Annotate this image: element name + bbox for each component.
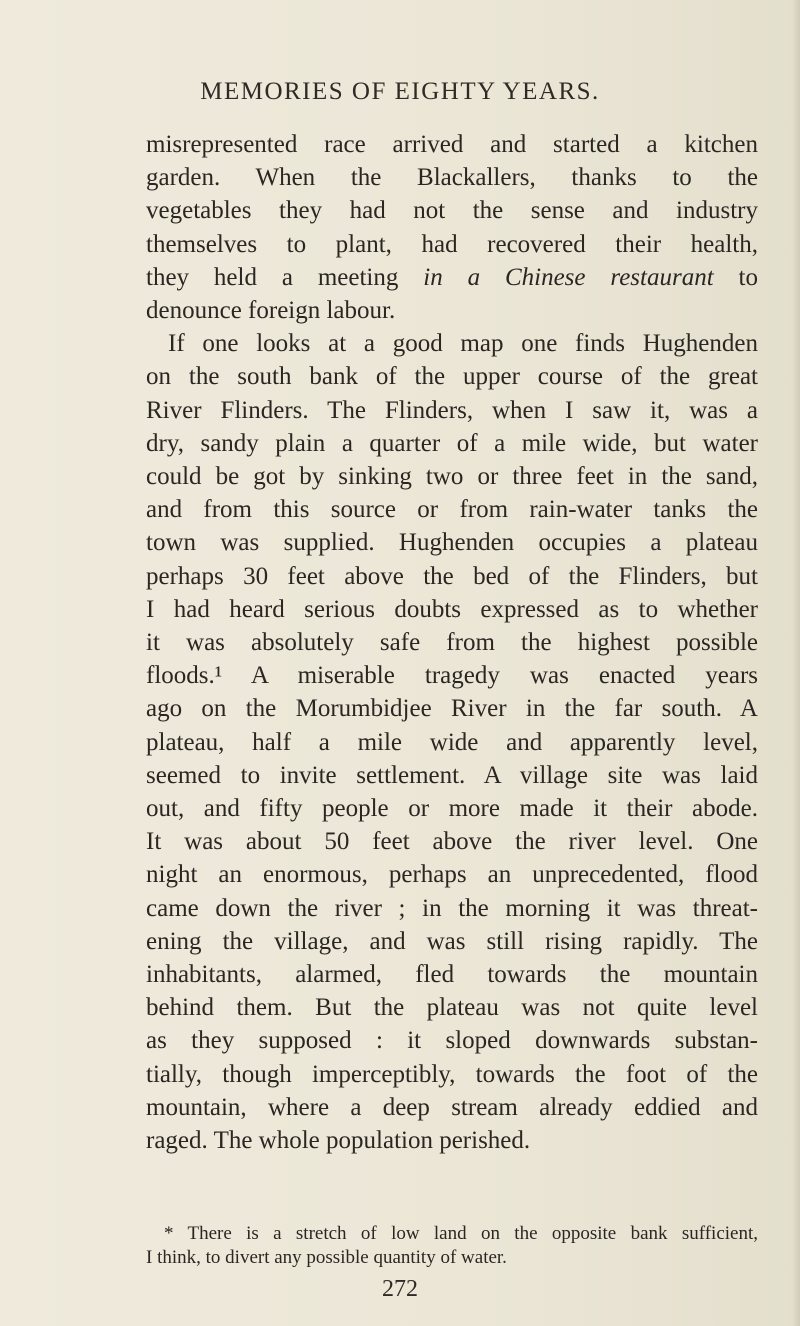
text-segment: they held a meeting [146,263,424,291]
text-line [146,726,758,759]
text-line [146,593,758,626]
text-segment: on the south bank of the upper course of the great [146,363,758,391]
text-segment: perhaps 30 feet above the bed of the Flinders, but [146,562,758,590]
footnote [146,1222,758,1270]
text-segment: raged. The whole population perished. [146,1127,531,1155]
text-segment: as they supposed : it sloped downwards substan- [146,1027,758,1055]
text-line [146,692,758,725]
footnote-line: I think, to divert any possible quantity of water. [146,1247,507,1268]
text-segment: misrepresented race arrived and started a kitchen [146,131,758,158]
page-edge-shadow [792,0,800,1326]
text-segment: dry, sandy plain a quarter of a mile wide, but water [146,429,758,457]
text-line [146,427,758,460]
text-segment: mountain, where a deep stream already eddied and [146,1093,758,1121]
text-segment: could be got by sinking two or three feet in the sand, [146,463,758,491]
text-line [146,194,758,227]
text-segment: ening the village, and was still rising rapidly. The [146,927,758,955]
text-segment: it was absolutely safe from the highest possible [146,629,758,657]
text-line [146,858,758,891]
text-line [146,526,758,559]
text-line [146,360,758,393]
text-line [146,991,758,1024]
text-line [146,294,758,327]
text-line [146,261,758,294]
text-segment: plateau, half a mile wide and apparently level, [146,728,758,756]
text-segment: came down the river ; in the morning it was threat- [146,894,758,922]
text-segment: denounce foreign labour. [146,297,396,325]
text-segment: floods.¹ A miserable tragedy was enacted years [146,662,758,690]
text-segment: night an enormous, perhaps an unprecedented, flood [146,861,758,889]
text-line [146,128,758,161]
text-segment: to [713,263,758,291]
text-segment: If one looks at a good map one finds Hughenden [168,330,758,358]
text-segment: themselves to plant, had recovered their health, [146,230,758,258]
text-segment: River Flinders. The Flinders, when I saw it, was a [146,396,758,424]
text-segment: I had heard serious doubts expressed as to whether [146,595,758,623]
text-segment: ago on the Morumbidjee River in the far south. A [146,695,758,723]
text-line [146,394,758,427]
text-segment: inhabitants, alarmed, fled towards the mountain [146,961,758,989]
text-line [146,1024,758,1057]
text-line [146,759,758,792]
page-number: 272 [382,1276,418,1302]
text-line [146,659,758,692]
footnote-line: * There is a stretch of low land on the opposite bank sufficient, [164,1223,758,1244]
text-line [146,327,758,360]
text-line [146,1124,758,1157]
text-line [146,1058,758,1091]
text-line [146,493,758,526]
text-segment: out, and fifty people or more made it their abode. [146,795,758,823]
text-line [146,1091,758,1124]
text-segment: and from this source or from rain-water tanks the [146,496,758,524]
running-head: MEMORIES OF EIGHTY YEARS. [200,78,600,105]
text-line [146,161,758,194]
text-line [146,958,758,991]
text-segment: in a Chinese restaurant [423,263,714,291]
text-segment: vegetables they had not the sense and industry [146,197,758,225]
text-segment: behind them. But the plateau was not quite level [146,994,758,1022]
text-segment: It was about 50 feet above the river level. One [146,828,758,856]
text-line [146,792,758,825]
text-line [146,460,758,493]
text-line [146,925,758,958]
text-line [146,892,758,925]
text-segment: town was supplied. Hughenden occupies a plateau [146,529,758,557]
text-segment: seemed to invite settlement. A village site was laid [146,761,758,789]
text-line [146,228,758,261]
text-line [146,560,758,593]
text-line [146,626,758,659]
text-segment: garden. When the Blackallers, thanks to the [146,164,758,192]
text-line [146,825,758,858]
body-text [146,128,758,1157]
text-segment: tially, though imperceptibly, towards the foot of the [146,1060,758,1088]
